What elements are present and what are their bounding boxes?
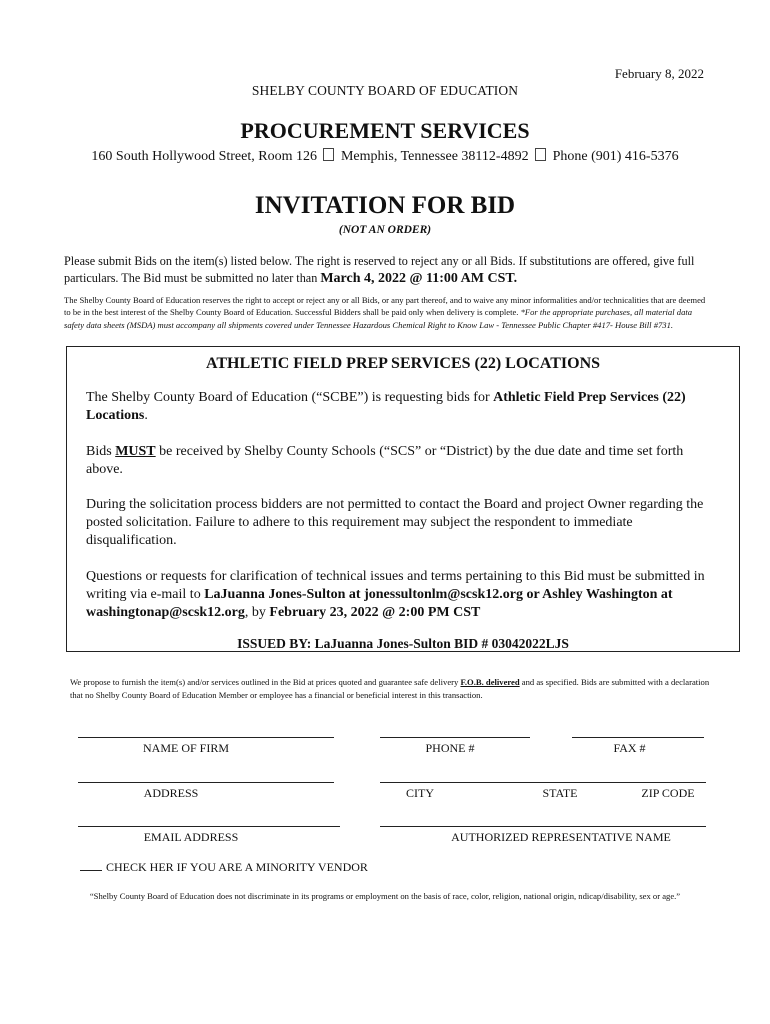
contact-line: [0, 148, 770, 165]
firm-name-label: NAME OF FIRM: [142, 741, 229, 755]
questions-paragraph: [86, 568, 706, 622]
bid-box-title: ATHLETIC FIELD PREP SERVICES (22) LOCATIONS: [205, 355, 601, 372]
separator-box-icon: [535, 148, 546, 161]
bid-request-subject: Athletic Field Prep Services (22) Locations: [86, 390, 686, 423]
street-address: 160 South Hollywood Street, Room 126: [91, 149, 317, 164]
bid-request-text: The Shelby County Board of Education (“SCBE”) is requesting bids for: [86, 390, 494, 405]
city-address: Memphis, Tennessee 38112-4892: [340, 149, 529, 164]
city-state-zip-line[interactable]: [380, 782, 706, 783]
intro-text: Please submit Bids on the item(s) listed below. The right is reserved to reject any or all Bids. If substitutions are offered, give full particulars. The Bid must be submitted no later than: [64, 254, 695, 285]
department-title: PROCUREMENT SERVICES: [240, 118, 530, 143]
bid-request-paragraph: [86, 389, 706, 425]
fob-delivered: F.O.B. delivered: [460, 677, 520, 687]
document-date: February 8, 2022: [614, 66, 704, 81]
invitation-title: INVITATION FOR BID: [254, 192, 516, 219]
nondiscrimination-statement: “Shelby County Board of Education does not discriminate in its programs or employment on the basis of race, color, religion, national origin, ndicap/disability, sex or age.”: [89, 891, 681, 901]
must-emphasis: MUST: [115, 444, 156, 459]
minority-vendor-line: [80, 860, 368, 875]
questions-deadline: February 23, 2022 @ 2:00 PM CST: [269, 605, 481, 620]
fine-print-text: The Shelby County Board of Education reserves the right to accept or reject any or all Bids, or any part thereof, and to waive any minor informalities and/or technicalities that are deemed to be in the best interest of the Shelby County Board of Education. Successful Bidders shall be paid only when delivery is complete.: [64, 295, 706, 318]
board-name: SHELBY COUNTY BOARD OF EDUCATION: [251, 83, 519, 98]
contact-emails: LaJuanna Jones-Sulton at jonessultonlm@scsk12.org or Ashley Washington at washingtonap@scsk12.org: [86, 587, 673, 620]
phone-number: Phone (901) 416-5376: [552, 149, 679, 164]
questions-text: Questions or requests for clarification of technical issues and terms pertaining to this Bid must be submitted in writing via e-mail to: [86, 569, 705, 602]
proposal-text: We propose to furnish the item(s) and/or services outlined in the Bid at prices quoted and guarantee safe delivery: [70, 677, 461, 687]
firm-name-line[interactable]: [78, 737, 334, 738]
fine-print-italic: *For the appropriate purchases, all material data safety data sheets (MSDA) must accompany all shipments covered under Tennessee Hazardous Chemical Right to Know Law - Tennessee Public Chapter #417- House Bill #731.: [64, 307, 693, 330]
bid-request-end: .: [144, 408, 148, 423]
authorized-rep-line[interactable]: [380, 826, 706, 827]
authorized-rep-label: AUTHORIZED REPRESENTATIVE NAME: [451, 830, 671, 844]
separator-box-icon: [323, 148, 334, 161]
not-an-order-note: (NOT AN ORDER): [338, 224, 432, 236]
phone-label: PHONE #: [425, 741, 475, 755]
address-line[interactable]: [78, 782, 334, 783]
solicitation-paragraph: During the solicitation process bidders are not permitted to contact the Board and project Owner regarding the posted solicitation. Failure to adhere to this requirement may subject the respondent to immediate disqualification.: [86, 497, 704, 548]
fine-print-paragraph: [64, 294, 714, 331]
questions-by: , by: [244, 605, 270, 620]
bid-deadline: March 4, 2022 @ 11:00 AM CST.: [320, 271, 518, 286]
bid-must-paragraph: [86, 443, 706, 479]
zip-code-label: ZIP CODE: [641, 786, 695, 800]
fax-label: FAX #: [613, 741, 646, 755]
proposal-rest: and as specified. Bids are submitted with a declaration that no Shelby County Board of Education Member or employee has a financial or beneficial interest in this transaction.: [70, 677, 710, 700]
bid-must-rest: be received by Shelby County Schools (“SCS” or “District) by the due date and time set forth above.: [86, 444, 684, 477]
city-label: CITY: [406, 786, 434, 800]
issued-by-line: ISSUED BY: LaJuanna Jones-Sulton BID # 03042022LJS: [237, 636, 569, 651]
state-label: STATE: [542, 786, 578, 800]
address-label: ADDRESS: [143, 786, 199, 800]
minority-check-blank[interactable]: [80, 870, 102, 871]
email-line[interactable]: [78, 826, 340, 827]
proposal-paragraph: [70, 676, 710, 701]
phone-line[interactable]: [380, 737, 530, 738]
minority-vendor-label: CHECK HER IF YOU ARE A MINORITY VENDOR: [106, 860, 368, 874]
bid-must-text: Bids: [86, 444, 116, 459]
intro-paragraph: [64, 253, 714, 287]
email-label: EMAIL ADDRESS: [143, 830, 239, 844]
fax-line[interactable]: [572, 737, 704, 738]
